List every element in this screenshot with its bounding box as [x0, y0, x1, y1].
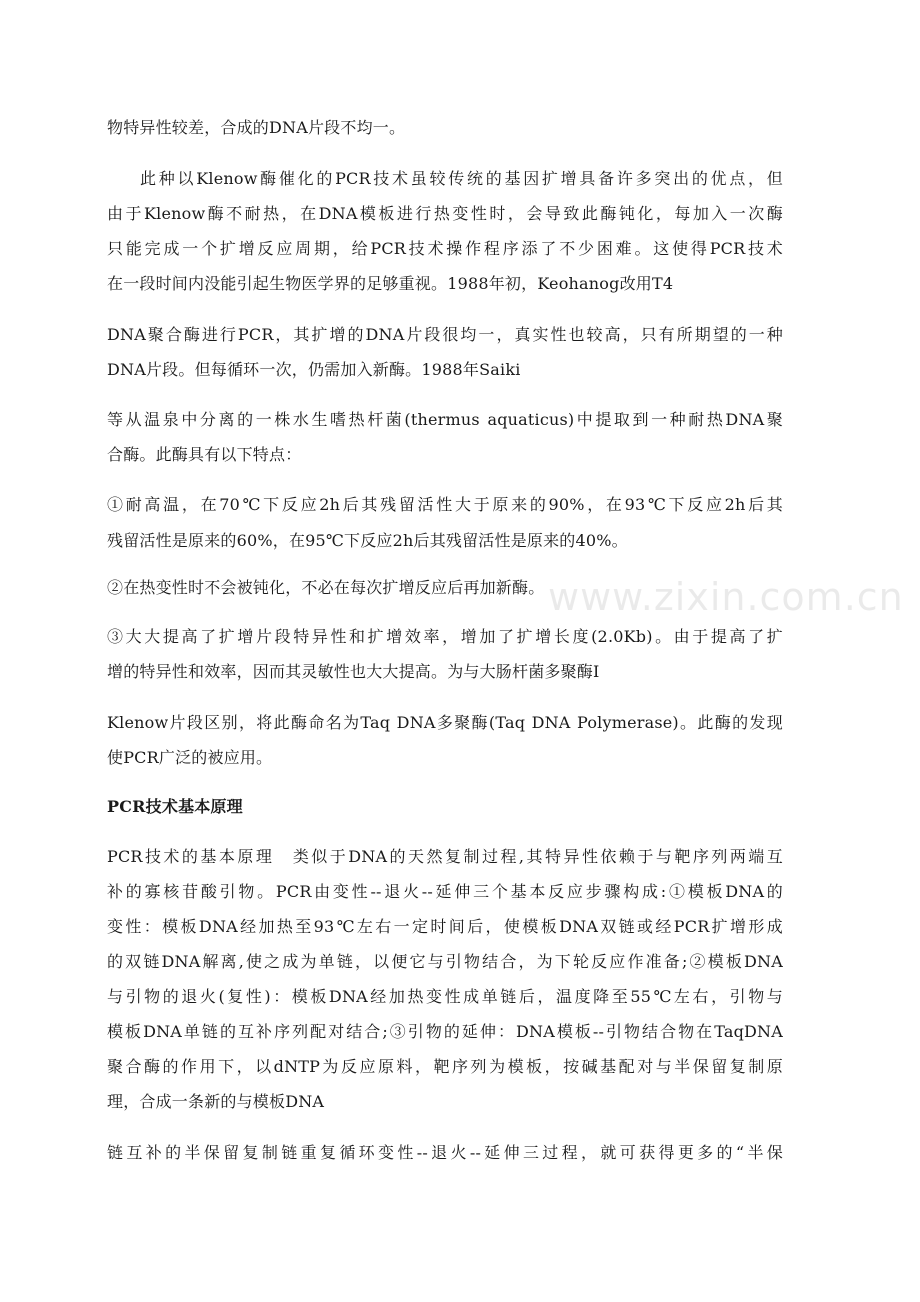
text-line: 此种以Klenow酶催化的PCR技术虽较传统的基因扩增具备许多突出的优点，但 [140, 169, 783, 188]
text-line: 链互补的半保留复制链重复循环变性--退火--延伸三过程，就可获得更多的“半保 [107, 1143, 783, 1162]
text-line: ②在热变性时不会被钝化，不必在每次扩增反应后再加新酶。 [107, 578, 545, 597]
text-line: DNA聚合酶进行PCR，其扩增的DNA片段很均一，真实性也较高，只有所期望的一种 [107, 325, 783, 344]
text-line: 聚合酶的作用下，以dNTP为反应原料，靶序列为模板，按碱基配对与半保留复制原 [107, 1057, 783, 1076]
text-line: DNA片段。但每循环一次，仍需加入新酶。1988年Saiki [107, 360, 521, 379]
text-line: ③大大提高了扩增片段特异性和扩增效率，增加了扩增长度(2.0Kb)。由于提高了扩 [107, 627, 783, 646]
text-line: 由于Klenow酶不耐热，在DNA模板进行热变性时，会导致此酶钝化，每加入一次酶 [107, 204, 783, 223]
text-line: 物特异性较差，合成的DNA片段不均一。 [107, 118, 406, 137]
text-line: 变性：模板DNA经加热至93℃左右一定时间后，使模板DNA双链或经PCR扩增形成 [107, 917, 783, 936]
text-line: 与引物的退火(复性)：模板DNA经加热变性成单链后，温度降至55℃左右，引物与 [107, 987, 783, 1006]
text-line: 的双链DNA解离,使之成为单链，以便它与引物结合，为下轮反应作准备;②模板DNA [107, 952, 783, 971]
text-line: 只能完成一个扩增反应周期，给PCR技术操作程序添了不少困难。这使得PCR技术 [107, 239, 783, 258]
text-line: PCR技术的基本原理 类似于DNA的天然复制过程,其特异性依赖于与靶序列两端互 [107, 847, 783, 866]
text-line: 等从温泉中分离的一株水生嗜热杆菌(thermus aquaticus)中提取到一种耐热DNA聚 [107, 410, 783, 429]
section-heading: PCR技术基本原理 [107, 797, 243, 816]
text-line: ①耐高温，在70℃下反应2h后其残留活性大于原来的90%，在93℃下反应2h后其 [107, 495, 783, 514]
watermark: www.zixin.com.cn [548, 575, 904, 619]
text-line: 使PCR广泛的被应用。 [107, 748, 273, 767]
text-line: 残留活性是原来的60%，在95℃下反应2h后其残留活性是原来的40%。 [107, 531, 628, 550]
text-line: 合酶。此酶具有以下特点： [107, 445, 302, 464]
text-line: Klenow片段区别，将此酶命名为Taq DNA多聚酶(Taq DNA Polymerase)。此酶的发现 [107, 713, 783, 732]
text-line: 补的寡核苷酸引物。PCR由变性--退火--延伸三个基本反应步骤构成:①模板DNA的 [107, 882, 783, 901]
text-line: 理，合成一条新的与模板DNA [107, 1092, 325, 1111]
text-line: 在一段时间内没能引起生物医学界的足够重视。1988年初，Keohanog改用T4 [107, 274, 674, 293]
text-line: 增的特异性和效率，因而其灵敏性也大大提高。为与大肠杆菌多聚酶I [107, 662, 600, 681]
text-line: 模板DNA单链的互补序列配对结合;③引物的延伸：DNA模板--引物结合物在TaqDNA [107, 1022, 783, 1041]
